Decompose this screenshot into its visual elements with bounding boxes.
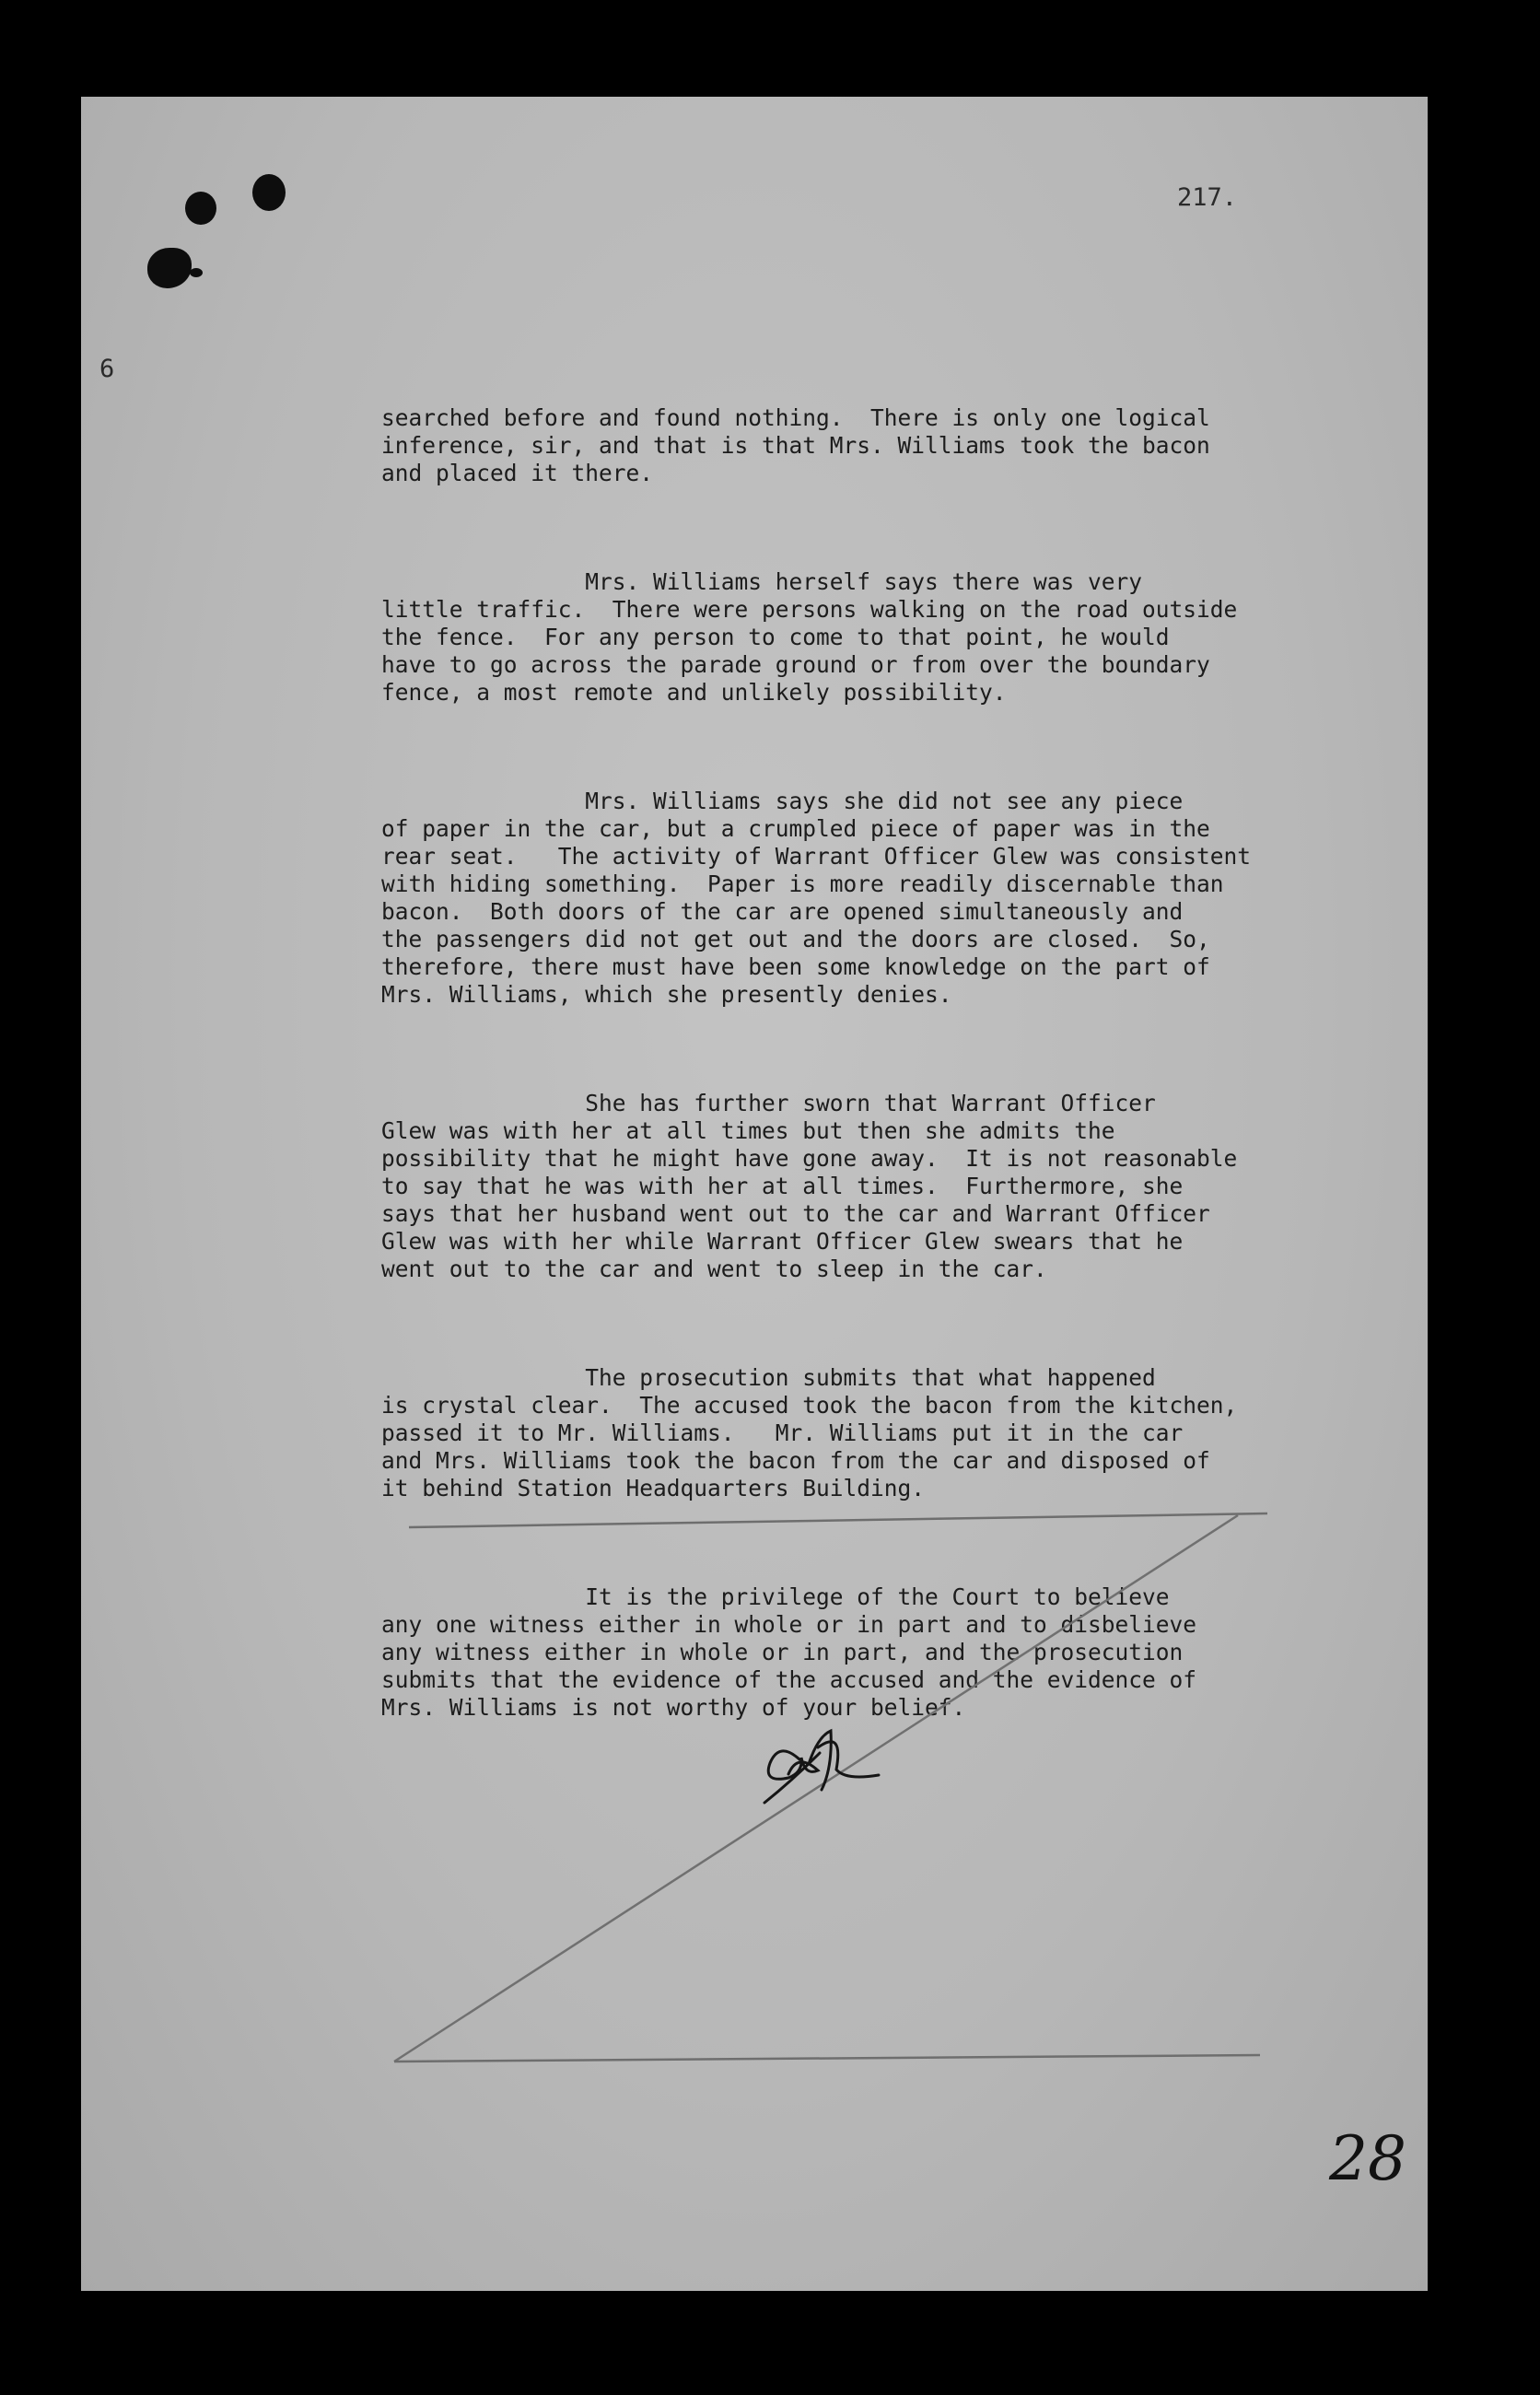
handwritten-page-number: 28 [1329,2123,1406,2194]
paragraph: searched before and found nothing. There is only one logical inference, sir, and that is that Mrs. Williams took the bacon and placed it there. [381,404,1210,486]
paragraph: Mrs. Williams says she did not see any piece of paper in the car, but a crumpled piece of paper was in the rear seat. The activity of Warrant Officer Glew was consistent with hiding something. Paper is more readily discernable than bacon. Both doors of the car are opened simultaneously and the passengers did not get out and the doors are closed. So, therefore, there must have been some knowledge on the part of Mrs. Williams, which she presently denies. [381,788,1252,1008]
paragraph: She has further sworn that Warrant Officer Glew was with her at all times but then she admits the possibility that he might have gone away. It is not reasonable to say that he was with her at all times. Furthermore, she says that her husband went out to the car and Warrant Officer Glew was with her while Warrant Officer Glew swears that he went out to the car and went to sleep in the car. [381,1090,1238,1282]
cancellation-z-lines [81,97,1428,2291]
paragraph: Mrs. Williams herself says there was very little traffic. There were persons walking on the road outside the fence. For any person to come to that point, he would have to go across the parade ground or from over the boundary fence, a most remote and unlikely possibility. [381,568,1238,706]
paragraph: The prosecution submits that what happened is crystal clear. The accused took the bacon from the kitchen, passed it to Mr. Williams. Mr. Williams put it in the car and Mrs. Williams took the bacon from the car and disposed of it behind Station Headquarters Building. [381,1364,1238,1501]
margin-note: 6 [99,355,115,383]
paragraph: It is the privilege of the Court to believe any one witness either in whole or in part and to disbelieve any witness either in whole or in part, and the prosecution submits that the evidence of the accused and the evidence of Mrs. Williams is not worthy of your belief. [381,1583,1197,1721]
initials-signature [764,1731,879,1803]
document-page [81,97,1428,2291]
page-number: 217. [1177,183,1238,212]
